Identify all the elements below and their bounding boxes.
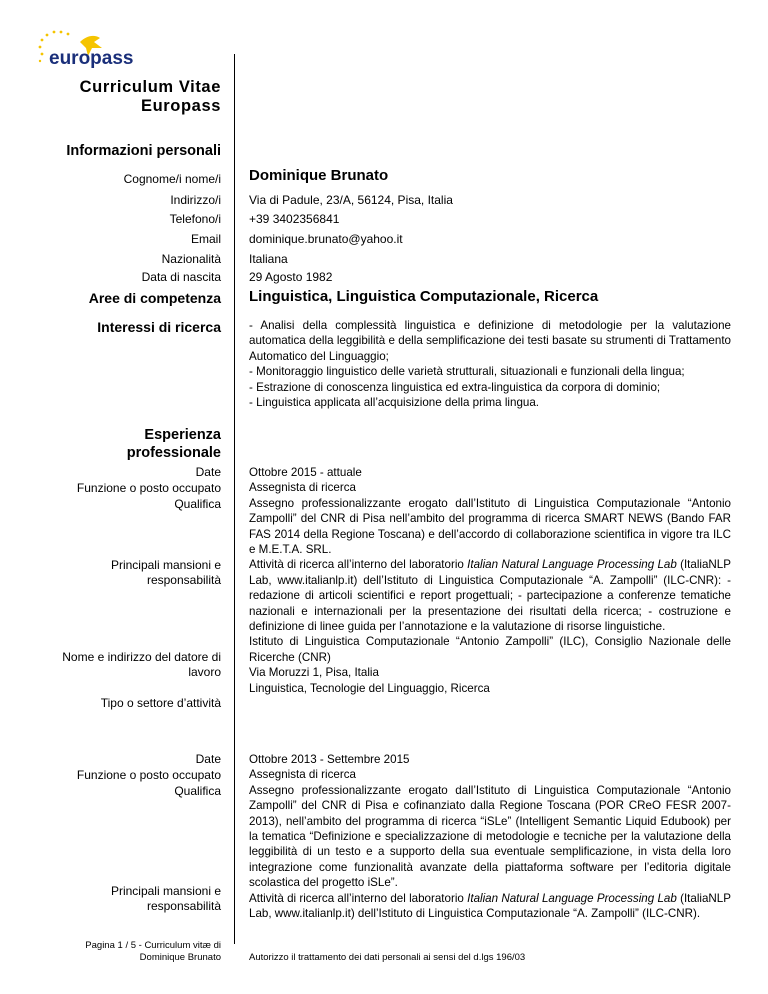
birth-label: Data di nascita: [141, 270, 221, 284]
section-personal-info: Informazioni personali: [66, 143, 221, 159]
research-list: [249, 318, 731, 410]
job2-content: [249, 752, 731, 921]
employer-label-line2: lavoro: [188, 665, 221, 679]
cv-title-line2: Europass: [141, 97, 221, 115]
email-value[interactable]: dominique.brunato@yahoo.it: [249, 232, 403, 246]
research-item: - Linguistica applicata all’acquisizione della prima lingua.: [249, 396, 540, 410]
europass-logo: [28, 28, 168, 78]
job2-qual-label: Qualifica: [174, 784, 221, 798]
job1-sector: Linguistica, Tecnologie del Linguaggio, Ricerca: [249, 681, 490, 695]
job1-role: Assegnista di ricerca: [249, 481, 356, 495]
job1-content: [249, 465, 731, 696]
job1-employer: Istituto di Linguistica Computazionale “Antonio Zampolli” (ILC), Consiglio Nazionale delle Ricerche (CNR): [249, 635, 731, 664]
address-value: Via di Padule, 23/A, 56124, Pisa, Italia: [249, 193, 453, 207]
column-divider: [234, 54, 235, 944]
address-label: Indirizzo/i: [170, 193, 221, 207]
cv-title-line1: Curriculum Vitae: [79, 78, 221, 96]
nationality-value: Italiana: [249, 252, 288, 266]
job1-sector-label: Tipo o settore d’attività: [100, 696, 221, 710]
europass-wordmark: europass: [49, 48, 134, 69]
job2-role: Assegnista di ricerca: [249, 768, 356, 782]
duties-lab-name: Italian Natural Language Processing Lab: [467, 891, 677, 905]
experience-title-line2: professionale: [126, 445, 221, 461]
job1-date-label: Date: [195, 465, 221, 479]
job1-employer-label: [62, 650, 221, 680]
duties-label-line2: responsabilità: [146, 899, 221, 913]
duties-text: Attività di ricerca all’interno del laboratorio: [249, 558, 468, 572]
job1-employer-address: Via Moruzzi 1, Pisa, Italia: [249, 666, 379, 680]
job2-duties-label: [111, 884, 221, 914]
section-experience: [127, 426, 221, 462]
duties-label-line2: responsabilità: [146, 573, 221, 587]
duties-lab-name: Italian Natural Language Processing Lab: [467, 558, 677, 572]
experience-title-line1: Esperienza: [144, 427, 221, 443]
birth-value: 29 Agosto 1982: [249, 270, 333, 284]
job1-duties-label: [111, 558, 221, 588]
job2-date: Ottobre 2013 - Settembre 2015: [249, 753, 410, 766]
duties-text: (ItaliaNLP Lab, www.italianlp.it) dell’Istituto di Linguistica Computazionale “A. Zampolli” (ILC-CNR): - redazione di articoli scientifici e report progettuali; - partecipazione a conferenze tematiche nazionali e internazionali per la presentazione dei risultati della ricerca; - costruzione e definizione di linee guida per l’annotazione e la valutazione di risorse linguistiche.: [249, 558, 731, 634]
phone-value: +39 3402356841: [249, 212, 340, 226]
duties-label-line1: Principali mansioni e: [110, 884, 221, 898]
job1-qualification: Assegno professionalizzante erogato dall’Istituto di Linguistica Computazionale “Antonio Zampolli” del CNR di Pisa nell’ambito del programma di ricerca SMART NEWS (Bando FAR FAS 2014 della Regione Toscana) e dell’accordo di collaborazione scientifica in vigore tra ILC e M.E.T.A. SRL.: [249, 496, 731, 557]
footer-name: Dominique Brunato: [139, 952, 221, 963]
page-number: Pagina 1 / 5 - Curriculum vitæ di: [85, 940, 221, 951]
email-label: Email: [190, 232, 221, 246]
research-item: - Estrazione di conoscenza linguistica ed extra-linguistica da corpora di dominio;: [249, 380, 661, 394]
duties-text: Attività di ricerca all’interno del laboratorio: [249, 891, 468, 905]
cv-title: [80, 78, 221, 116]
job2-qualification: Assegno professionalizzante erogato dall’Istituto di Linguistica Computazionale “Antonio Zampolli” del CNR di Pisa e cofinanziato dalla Regione Toscana (POR CReO FESR 2007-2013), nell’ambito del programma di ricerca “iSLe” (Intelligent Semantic Liquid Edubook) per la tematica “Definizione e specializzazione di metodologie e tecniche per la valutazione della leggibilità di un testo e a supporto della sua eventuale semplificazione, in vista della loro integrazione come funzionalità avanzate della piattaforma software per l’editoria digitale scolastica del progetto iSLe”.: [249, 783, 731, 890]
employer-label-line1: Nome e indirizzo del datore di: [62, 650, 221, 664]
job1-date: Ottobre 2015 - attuale: [249, 466, 362, 479]
duties-label-line1: Principali mansioni e: [110, 558, 221, 572]
duties-text: (ItaliaNLP Lab, www.italianlp.it) dell’Istituto di Linguistica Computazionale “A. Zampolli” (ILC-CNR).: [249, 891, 731, 921]
competence-label: Aree di competenza: [88, 290, 221, 306]
phone-label: Telefono/i: [169, 212, 221, 226]
privacy-consent: Autorizzo il trattamento dei dati personali ai sensi del d.lgs 196/03: [249, 952, 526, 963]
job2-role-label: Funzione o posto occupato: [76, 768, 221, 782]
job1-role-label: Funzione o posto occupato: [76, 481, 221, 495]
research-item: - Analisi della complessità linguistica e definizione di metodologie per la valutazione automatica della leggibilità e della semplificazione dei testi basate su strumenti di Trattamento Automatico del Linguaggio;: [249, 319, 731, 363]
name-label: Cognome/i nome/i: [123, 172, 221, 186]
job2-duties: [249, 891, 731, 922]
research-item: - Monitoraggio linguistico delle varietà strutturali, situazionali e funzionali della lingua;: [249, 365, 685, 379]
job1-duties: [249, 557, 731, 634]
job1-qual-label: Qualifica: [174, 497, 221, 511]
person-name: Dominique Brunato: [249, 167, 389, 184]
nationality-label: Nazionalità: [161, 252, 221, 266]
job2-date-label: Date: [195, 752, 221, 766]
page-footer-left: [85, 940, 221, 964]
competence-value: Linguistica, Linguistica Computazionale, Ricerca: [249, 288, 599, 305]
research-label: Interessi di ricerca: [97, 319, 221, 335]
